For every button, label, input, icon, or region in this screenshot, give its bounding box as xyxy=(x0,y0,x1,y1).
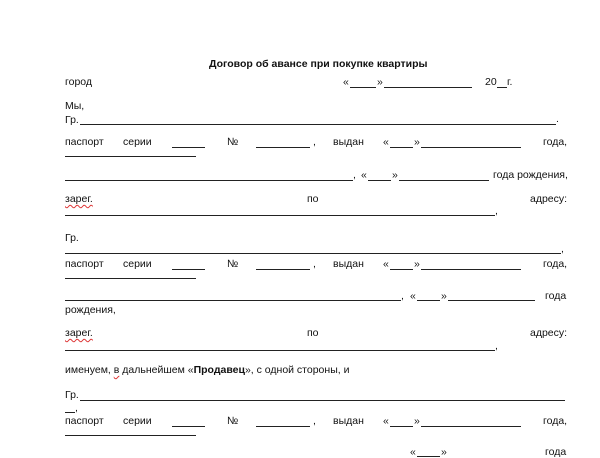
issued-by-comma-2: , xyxy=(401,290,404,302)
passport-cont-line-3[interactable] xyxy=(65,435,196,436)
year-label-2: года, xyxy=(543,258,568,270)
number-sign-2: № xyxy=(227,258,239,270)
issued-month-line-2[interactable] xyxy=(421,269,521,270)
issued-day-line-2[interactable] xyxy=(390,269,413,270)
passport-cont-line-1[interactable] xyxy=(65,156,196,157)
issued-quote-close-1: » xyxy=(414,136,420,148)
birth-label-2: рождения, xyxy=(65,304,116,316)
issued-quote-open-2: « xyxy=(383,258,389,270)
issued-by-line-1[interactable] xyxy=(65,180,353,181)
birth-quote-open-3: « xyxy=(410,446,416,458)
citizen-label-3: Гр. xyxy=(65,389,79,401)
series-label-1: серии xyxy=(123,136,152,148)
issued-by-comma-1: , xyxy=(353,169,356,181)
citizen-name-tail-line-3[interactable] xyxy=(65,412,75,413)
address-line-1[interactable] xyxy=(65,215,495,216)
issued-quote-close-2: » xyxy=(414,258,420,270)
birth-day-line-2[interactable] xyxy=(417,300,440,301)
birth-quote-open-1: « xyxy=(361,169,367,181)
issued-quote-open-1: « xyxy=(383,136,389,148)
seller-clause-suffix: », с одной стороны, и xyxy=(244,364,350,376)
birth-month-line-2[interactable] xyxy=(448,300,535,301)
citizen-name-line-1[interactable] xyxy=(80,124,556,125)
at-label-2: по xyxy=(307,327,319,339)
citizen-label-1: Гр. xyxy=(65,114,79,126)
series-label-2: серии xyxy=(123,258,152,270)
series-line-1[interactable] xyxy=(172,147,205,148)
citizen-name-comma-3: , xyxy=(75,402,78,414)
birth-day-line-1[interactable] xyxy=(368,180,391,181)
year-label-3: года, xyxy=(543,415,568,427)
passport-label-1: паспорт xyxy=(65,136,104,148)
number-comma-1: , xyxy=(313,136,316,148)
passport-label-2: паспорт xyxy=(65,258,104,270)
year-prefix: 20 xyxy=(485,76,497,88)
issued-by-line-2[interactable] xyxy=(65,300,401,301)
birth-quote-close-2: » xyxy=(441,290,447,302)
seller-clause-middle: дальнейшем « xyxy=(119,364,194,376)
citizen-name-period-1: . xyxy=(556,113,559,125)
citizen-name-line-3[interactable] xyxy=(80,400,565,401)
passport-label-3: паспорт xyxy=(65,415,104,427)
issued-label-1: выдан xyxy=(333,136,364,148)
passport-number-line-2[interactable] xyxy=(256,269,310,270)
address-comma-1: , xyxy=(495,205,498,217)
birth-quote-open-2: « xyxy=(410,290,416,302)
series-label-3: серии xyxy=(123,415,152,427)
birth-year-label-1: года рождения, xyxy=(493,169,568,181)
citizen-name-line-2[interactable] xyxy=(65,253,561,254)
issued-label-3: выдан xyxy=(333,415,364,427)
issued-label-2: выдан xyxy=(333,258,364,270)
year-label-birth-2: года xyxy=(545,290,567,302)
year-suffix: г. xyxy=(507,76,513,88)
issued-month-line-1[interactable] xyxy=(421,147,521,148)
registered-label-2: зарег. xyxy=(65,327,93,339)
document-title: Договор об авансе при покупке квартиры xyxy=(209,58,428,70)
date-quote-close: » xyxy=(377,76,383,88)
seller-clause xyxy=(65,364,349,376)
passport-number-line-3[interactable] xyxy=(256,426,310,427)
series-line-2[interactable] xyxy=(172,269,205,270)
year-label-birth-3: года xyxy=(545,446,567,458)
seller-role: Продавец xyxy=(193,364,245,376)
number-sign-1: № xyxy=(227,136,239,148)
birth-quote-close-1: » xyxy=(392,169,398,181)
issued-day-line-1[interactable] xyxy=(390,147,413,148)
city-label: город xyxy=(65,76,93,88)
address-comma-2: , xyxy=(495,340,498,352)
birth-day-line-3[interactable] xyxy=(417,456,440,457)
year-label-1: года, xyxy=(543,136,568,148)
passport-cont-line-2[interactable] xyxy=(65,278,196,279)
issued-day-line-3[interactable] xyxy=(390,426,413,427)
date-quote-open: « xyxy=(343,76,349,88)
we-label: Мы, xyxy=(65,100,85,112)
citizen-name-comma-2: , xyxy=(561,243,564,255)
passport-number-line-1[interactable] xyxy=(256,147,310,148)
date-day-line[interactable] xyxy=(350,87,376,88)
number-comma-3: , xyxy=(313,415,316,427)
number-sign-3: № xyxy=(227,415,239,427)
seller-clause-v: в xyxy=(113,364,120,376)
year-line[interactable] xyxy=(497,87,507,88)
seller-clause-prefix: именуем, xyxy=(65,364,111,376)
citizen-label-2: Гр. xyxy=(65,232,79,244)
series-line-3[interactable] xyxy=(172,426,205,427)
issued-quote-open-3: « xyxy=(383,415,389,427)
date-month-line[interactable] xyxy=(384,87,472,88)
address-label-2: адресу: xyxy=(530,327,568,339)
registered-label-1: зарег. xyxy=(65,193,93,205)
at-label-1: по xyxy=(307,193,319,205)
address-line-2[interactable] xyxy=(65,350,495,351)
address-label-1: адресу: xyxy=(530,193,568,205)
number-comma-2: , xyxy=(313,258,316,270)
issued-quote-close-3: » xyxy=(414,415,420,427)
birth-quote-close-3: » xyxy=(441,446,447,458)
birth-month-line-1[interactable] xyxy=(399,180,489,181)
issued-month-line-3[interactable] xyxy=(421,426,521,427)
